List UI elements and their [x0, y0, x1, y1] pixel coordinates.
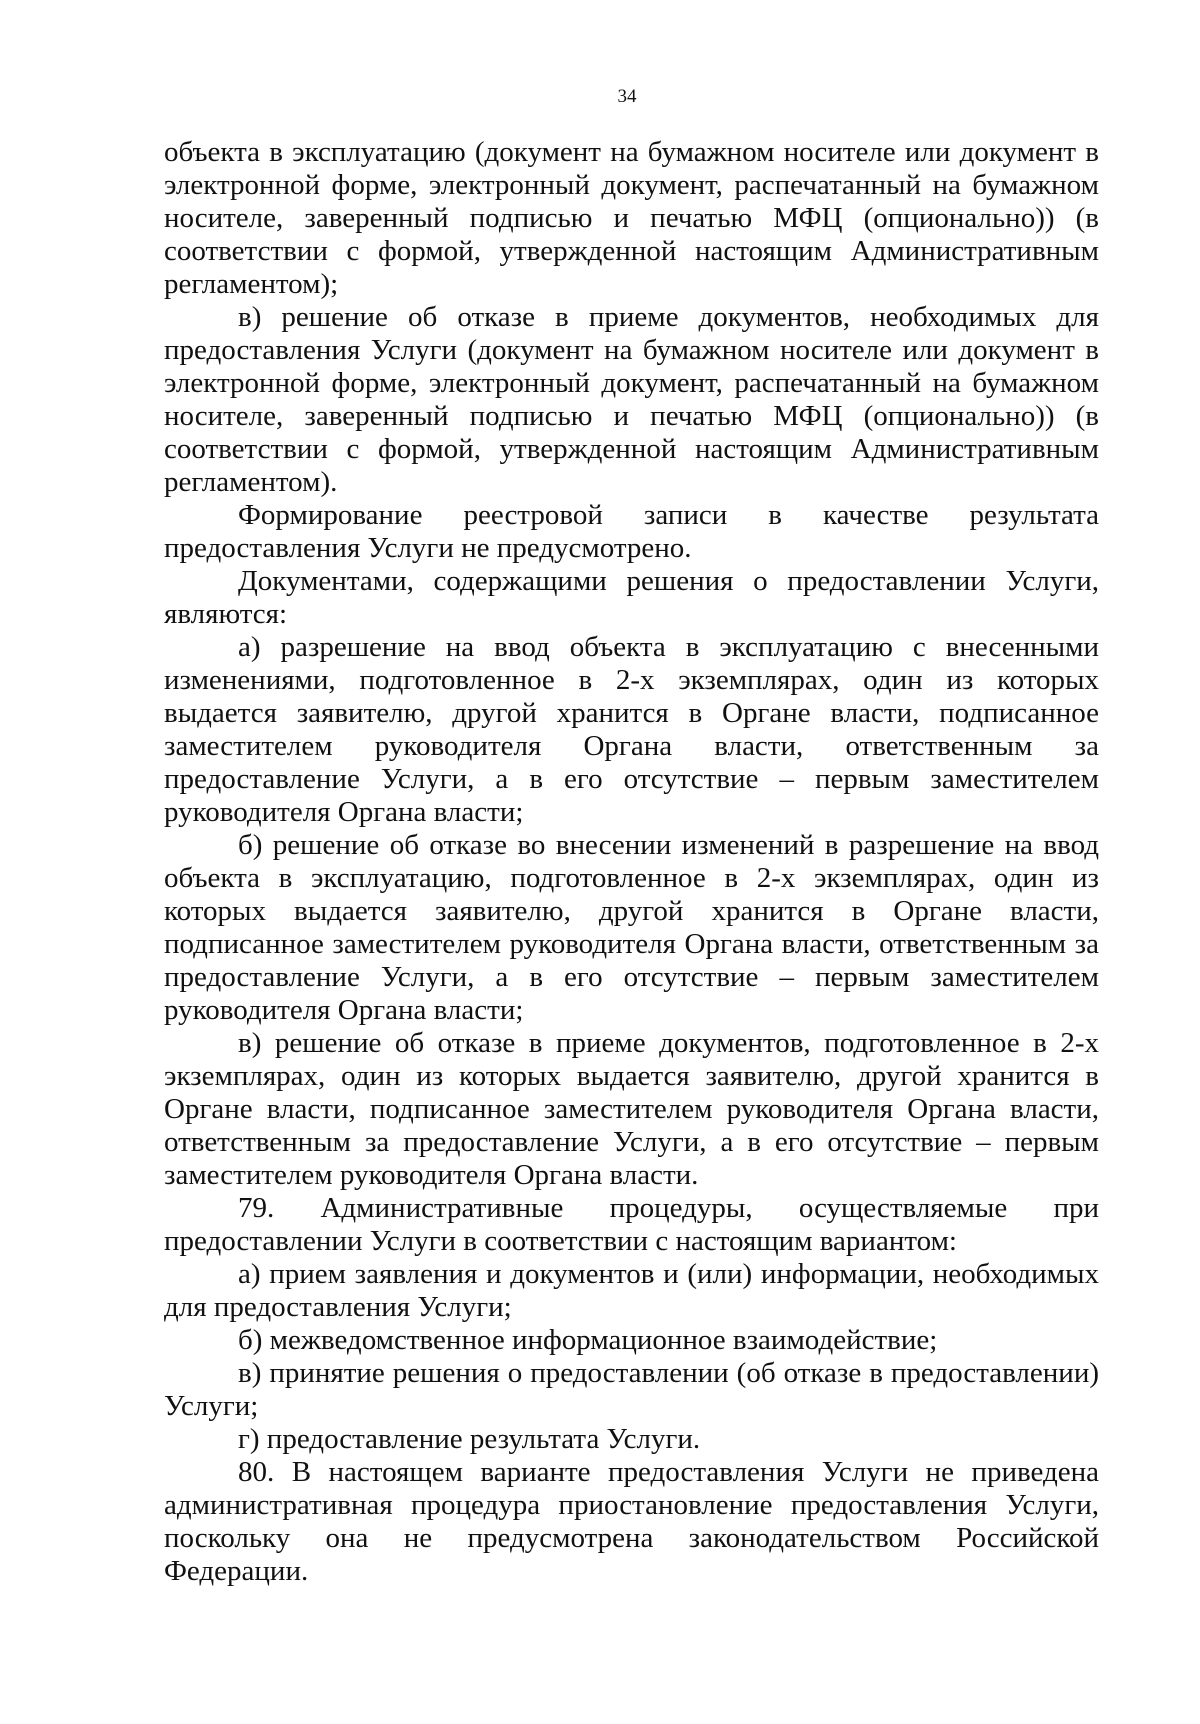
paragraph-permit: а) разрешение на ввод объекта в эксплуатацию с внесенными изменениями, подготовленное в 2-х экземплярах, один из которых выдается заявителю, другой хранится в Органе власти, подписанное заместителем руководителя Органа власти, ответственным за предоставление Услуги, а в его отсутствие – первым заместителем руководителя Органа власти; — [164, 631, 1099, 828]
paragraph-80: 80. В настоящем варианте предоставления Услуги не приведена административная процедура приостановление предоставления Услуги, поскольку она не предусмотрена законодательством Российской Федерации. — [164, 1456, 1099, 1587]
paragraph-refusal-docs: в) решение об отказе в приеме документов, подготовленное в 2-х экземплярах, один из которых выдается заявителю, другой хранится в Органе власти, подписанное заместителем руководителя Органа власти, ответственным за предоставление Услуги, а в его отсутствие – первым заместителем руководителя Органа власти. — [164, 1027, 1099, 1191]
paragraph-refusal-reception: в) решение об отказе в приеме документов, необходимых для предоставления Услуги (документ на бумажном носителе или документ в электронной форме, электронный документ, распечатанный на бумажном носителе, заверенный подписью и печатью МФЦ (опционально)) (в соответствии с формой, утвержденной настоящим Административным регламентом). — [164, 301, 1099, 498]
paragraph-registry-record: Формирование реестровой записи в качестве результата предоставления Услуги не предусмотрено. — [164, 499, 1099, 564]
paragraph-documents-intro: Документами, содержащими решения о предоставлении Услуги, являются: — [164, 565, 1099, 630]
paragraph-continuation: объекта в эксплуатацию (документ на бумажном носителе или документ в электронной форме, электронный документ, распечатанный на бумажном носителе, заверенный подписью и печатью МФЦ (опционально)) (в соответствии с формой, утвержденной настоящим Административным регламентом); — [164, 136, 1099, 300]
paragraph-79-b: б) межведомственное информационное взаимодействие; — [238, 1324, 938, 1356]
paragraph-79-procedures: 79. Административные процедуры, осуществляемые при предоставлении Услуги в соответствии с настоящим вариантом: — [164, 1192, 1099, 1257]
document-body — [164, 136, 1099, 1588]
paragraph-79-a: а) прием заявления и документов и (или) информации, необходимых для предоставления Услуги; — [164, 1258, 1099, 1323]
page-number: 34 — [617, 86, 637, 107]
paragraph-79-v: в) принятие решения о предоставлении (об отказе в предоставлении) Услуги; — [164, 1357, 1099, 1422]
paragraph-refusal-changes: б) решение об отказе во внесении изменений в разрешение на ввод объекта в эксплуатацию, подготовленное в 2-х экземплярах, один из которых выдается заявителю, другой хранится в Органе власти, подписанное заместителем руководителя Органа власти, ответственным за предоставление Услуги, а в его отсутствие – первым заместителем руководителя Органа власти; — [164, 829, 1099, 1026]
paragraph-79-g: г) предоставление результата Услуги. — [238, 1423, 701, 1455]
